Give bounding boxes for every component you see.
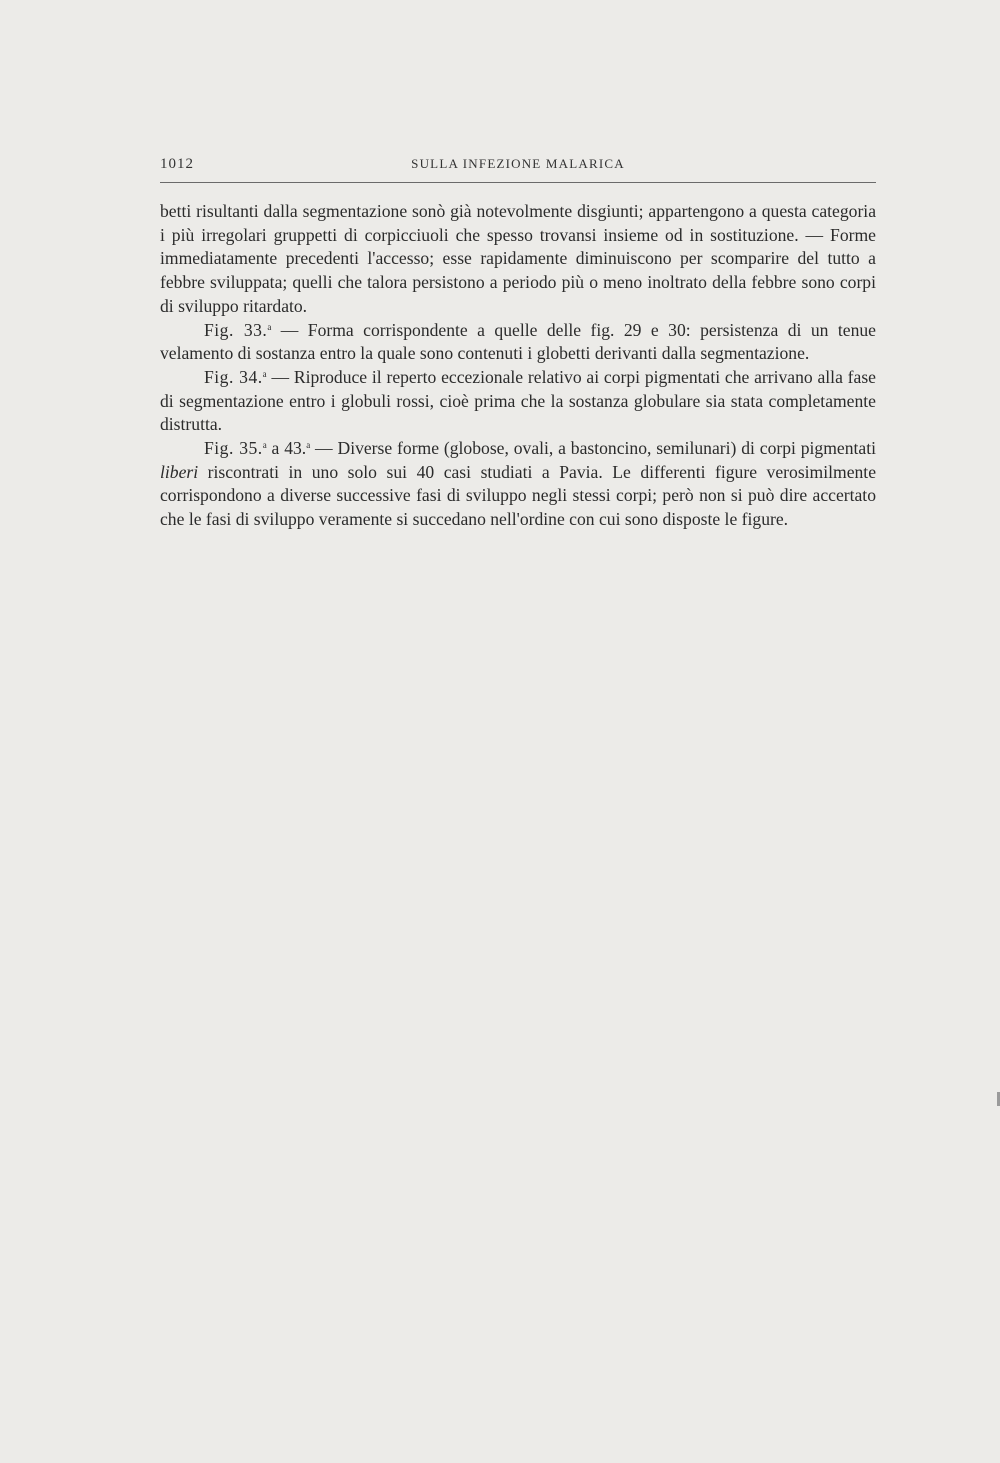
paragraph-fig-34 [160,366,876,437]
ordinal-superscript: a [306,440,311,451]
paragraph-text: riscontrati in uno solo sui 40 casi studiati a Pavia. Le differenti figure verosimilmente corrispondono a diverse successive fasi di sviluppo negli stessi corpi; però non si può dire accertato che le fasi di sviluppo veramente si succedano nell'ordine con cui sono disposte le figure. [160,461,876,530]
paragraph-continuation [160,200,876,319]
figure-reference: Fig. 35. [204,438,263,459]
paragraph-text: — Riproduce il reperto eccezionale relativo ai corpi pigmentati che arrivano alla fase di segmentazione entro i globuli rossi, cioè prima che la sostanza globulare sia stata completamente distrutta. [160,366,876,435]
ordinal-superscript: a [262,440,267,451]
paragraph-fig-33 [160,319,876,366]
italic-term: liberi [160,461,199,482]
paragraph-text: — Diverse forme (globose, ovali, a bastoncino, semilunari) di corpi pigmentati [310,438,876,459]
paragraph-text: betti risultanti dalla segmentazione sonò già notevolmente disgiunti; appartengono a questa categoria i più irregolari gruppetti di corpicciuoli che spesso trovansi insieme od in sostituzione. — Forme immediatamente precedenti l'accesso; esse rapidamente diminuiscono per scomparire del tutto a febbre sviluppata; quelli che talora persistono a periodo più o meno inoltrato della febbre sono corpi di sviluppo ritardato. [160,201,876,316]
paragraph-fig-35-43 [160,437,876,532]
running-head [160,150,876,180]
figure-reference: Fig. 33. [204,319,268,340]
body-text [160,200,876,532]
figure-range-connector: a 43. [266,438,307,459]
ordinal-superscript: a [262,368,267,379]
page-number: 1012 [160,156,194,172]
running-title: SULLA INFEZIONE MALARICA [411,156,625,171]
paragraph-text: — Forma corrispondente a quelle delle fig. 29 e 30: persistenza di un tenue velamento di sostanza entro la quale sono contenuti i globetti derivanti dalla segmentazione. [160,319,876,364]
header-rule [160,182,876,183]
figure-reference: Fig. 34. [204,366,263,387]
ordinal-superscript: a [267,321,272,332]
